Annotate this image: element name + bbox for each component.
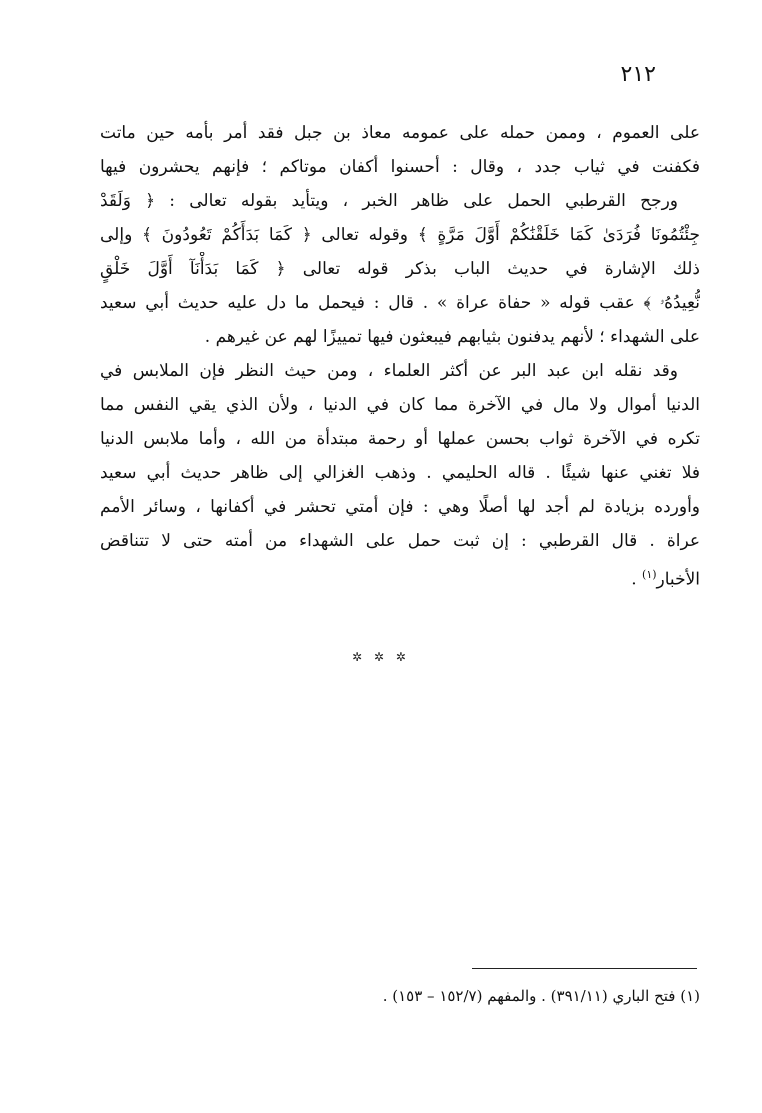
text-line: على العموم ، وممن حمله على عمومه معاذ بن جبل فقد أمر بأمه حين ماتت bbox=[100, 123, 700, 143]
text-line-final bbox=[100, 558, 700, 592]
text-line: الدنيا أموال ولا مال في الآخرة مما كان في الدنيا ، ولأن الذي يقي النفس مما bbox=[100, 395, 700, 415]
text-fragment: . bbox=[631, 569, 643, 590]
page-number: ٢١٢ bbox=[620, 62, 656, 87]
text-line: على الشهداء ؛ لأنهم يدفنون بثيابهم فيبعثون فيها تمييزًا لهم عن غيرهم . bbox=[204, 327, 700, 347]
text-line: وأورده بزيادة لم أجد لها أصلًا وهي : فإن أمتي تحشر في أكفانها ، وسائر الأمم bbox=[100, 497, 700, 517]
text-line: فلا تغني عنها شيئًا . قاله الحليمي . وذهب الغزالي إلى ظاهر حديث أبي سعيد bbox=[100, 463, 700, 483]
text-line: ورجح القرطبي الحمل على ظاهر الخبر ، ويتأيد بقوله تعالى : ﴿ وَلَقَدْ bbox=[100, 191, 678, 211]
footnote-reference[interactable]: (١) bbox=[642, 568, 657, 581]
section-separator: ✲ ✲ ✲ bbox=[352, 650, 410, 664]
text-line: تكره في الآخرة ثواب بحسن عملها أو رحمة مبتدأة من الله ، وأما ملابس الدنيا bbox=[100, 429, 700, 449]
text-line: فكفنت في ثياب جدد ، وقال : أحسنوا أكفان موتاكم ؛ فإنهم يحشرون فيها bbox=[100, 157, 700, 177]
text-line: ذلك الإشارة في حديث الباب بذكر قوله تعالى ﴿ كَمَا بَدَأْنَآ أَوَّلَ خَلْقٍ bbox=[100, 259, 700, 279]
text-line: وقد نقله ابن عبد البر عن أكثر العلماء ، ومن حيث النظر فإن الملابس في bbox=[100, 361, 678, 381]
text-line: جِئْتُمُونَا فُرَدَىٰ كَمَا خَلَقْنَٰكُمْ أَوَّلَ مَرَّةٍ ﴾ وقوله تعالى ﴿ كَمَا بَدَأَكُمْ تَعُودُونَ ﴾ وإلى bbox=[100, 225, 700, 245]
text-line: نُّعِيدُهُۥ ﴾ عقب قوله « حفاة عراة » . قال : فيحمل ما دل عليه حديث أبي سعيد bbox=[100, 293, 700, 313]
text-line: عراة . قال القرطبي : إن ثبت حمل على الشهداء من أمته حتى لا تتناقض bbox=[100, 531, 700, 551]
footnote: (١) فتح الباري (٣٩١/١١) . والمفهم (١٥٢/٧ – ١٥٣) . bbox=[382, 987, 700, 1005]
footnote-divider bbox=[472, 968, 697, 969]
body-text bbox=[100, 116, 700, 592]
text-fragment: الأخبار bbox=[656, 569, 700, 590]
